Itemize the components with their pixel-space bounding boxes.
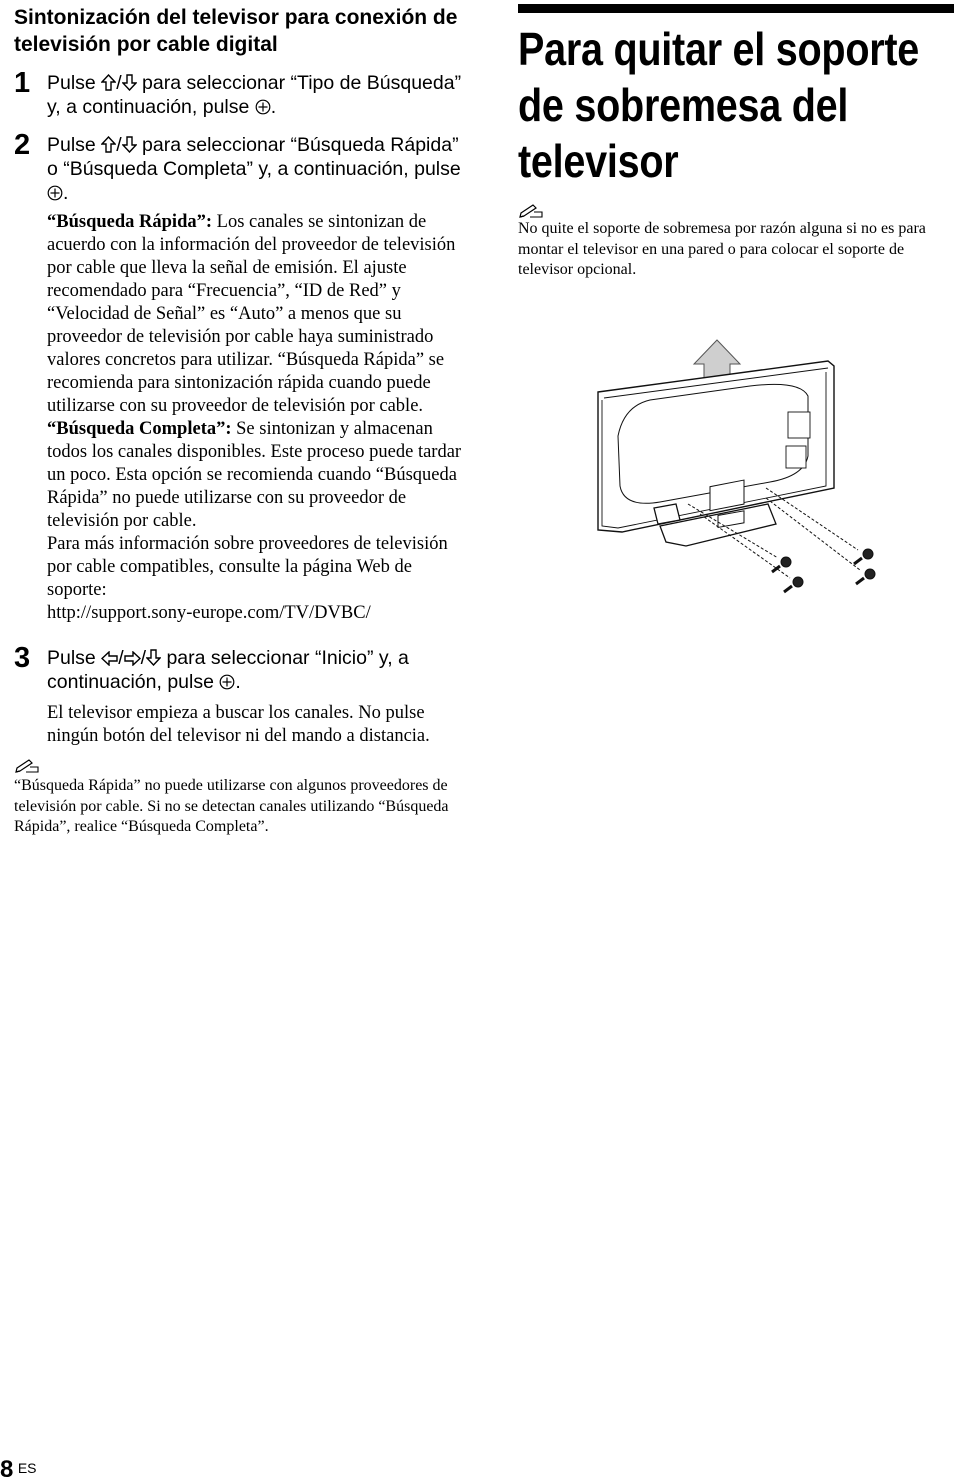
step-2-text: para seleccionar “Búsqueda Rápida” o “Búsqueda Completa” y, a continuación, pulse: [47, 134, 461, 180]
top-rule: [518, 4, 954, 13]
enter-button-icon: [219, 674, 235, 690]
arrow-down-icon: [122, 74, 137, 91]
support-url: http://support.sony-europe.com/TV/DVBC/: [47, 603, 371, 623]
step-2-number: 2: [14, 129, 31, 161]
step-3-number: 3: [14, 642, 31, 674]
step-1-number: 1: [14, 67, 31, 99]
quick-search-text: Los canales se sintonizan de acuerdo con la información del proveedor de televisión por cable que lleva la señal de emisión. El ajuste recomendado para “Frecuencia”, “ID de Red” y “Velocidad de Señal” es “Auto” a menos que su proveedor de televisión por cable haya suministrado valores concretos para utilizar. “Búsqueda Rápida” se recomienda para sintonización rápida cuando puede utilizarse con su proveedor de televisión por cable.: [47, 212, 456, 416]
enter-button-icon: [47, 185, 63, 201]
step-2-end: .: [63, 182, 69, 204]
page-number: 8: [0, 1456, 14, 1483]
enter-button-icon: [255, 99, 271, 115]
page-language: ES: [17, 1460, 37, 1476]
left-column: [14, 4, 464, 838]
right-note-text: No quite el soporte de sobremesa por razón alguna si no es para montar el televisor en una pared o para colocar el soporte de televisor opcional.: [518, 220, 926, 278]
screw-2: [784, 577, 803, 592]
step-2-sep: /: [116, 134, 122, 156]
screw-1: [772, 557, 791, 572]
screw-4: [856, 569, 875, 584]
step-3-pre: Pulse: [47, 647, 102, 669]
arrow-right-icon: [124, 651, 141, 666]
quick-search-paragraph: [47, 211, 464, 418]
note-text: “Búsqueda Rápida” no puede utilizarse con algunos proveedores de televisión por cable. Si no se detectan canales utilizando “Búsqueda Rápida”, realice “Búsqueda Completa”.: [14, 777, 449, 835]
tv-back: [598, 361, 834, 532]
note-pencil-icon: [518, 203, 544, 219]
full-search-text: Se sintonizan y almacenan todos los canales disponibles. Este proceso puede tardar un poco. Esta opción se recomienda cuando “Búsqueda Rápida” no puede utilizarse con su proveedor de televisión por cable.: [47, 419, 462, 531]
page-footer: [0, 1456, 37, 1484]
screw-3: [854, 549, 873, 564]
right-column: [518, 4, 954, 281]
full-search-paragraph: [47, 418, 464, 533]
note-pencil-icon: [14, 758, 40, 774]
screws: [772, 549, 875, 592]
step-2-pre: Pulse: [47, 134, 102, 156]
step-3: [14, 642, 464, 748]
step-1-text: para seleccionar “Tipo de Búsqueda” y, a continuación, pulse: [47, 72, 462, 118]
step-1-pre: Pulse: [47, 72, 102, 94]
tv-stand-removal-illustration: [590, 336, 890, 598]
arrow-up-icon: [101, 74, 116, 91]
arrow-left-icon: [101, 651, 118, 666]
step-3-end: .: [235, 671, 241, 693]
big-title: Para quitar el soporte de sobremesa del televisor: [518, 23, 920, 187]
quick-search-label: “Búsqueda Rápida”:: [47, 212, 213, 232]
arrow-down-icon: [122, 136, 137, 153]
step-1-end: .: [270, 96, 277, 118]
arrow-down-icon: [146, 649, 161, 666]
step-3-sep-2: /: [140, 647, 147, 669]
more-info-text: Para más información sobre proveedores de televisión por cable compatibles, consulte la página Web de soporte:: [47, 534, 448, 600]
step-2-body: [47, 211, 464, 625]
section-title: Sintonización del televisor para conexión de televisión por cable digital: [14, 6, 458, 56]
step-1: [14, 67, 464, 119]
full-search-label: “Búsqueda Completa”:: [47, 419, 232, 439]
step-2: [14, 129, 464, 625]
step-3-sep-1: /: [118, 647, 124, 669]
arrow-up-icon: [101, 136, 116, 153]
step-1-sep: /: [116, 72, 122, 94]
step-3-body: El televisor empieza a buscar los canales. No pulse ningún botón del televisor ni del mando a distancia.: [47, 703, 430, 746]
step-3-text: para seleccionar “Inicio” y, a continuación, pulse: [47, 647, 409, 693]
